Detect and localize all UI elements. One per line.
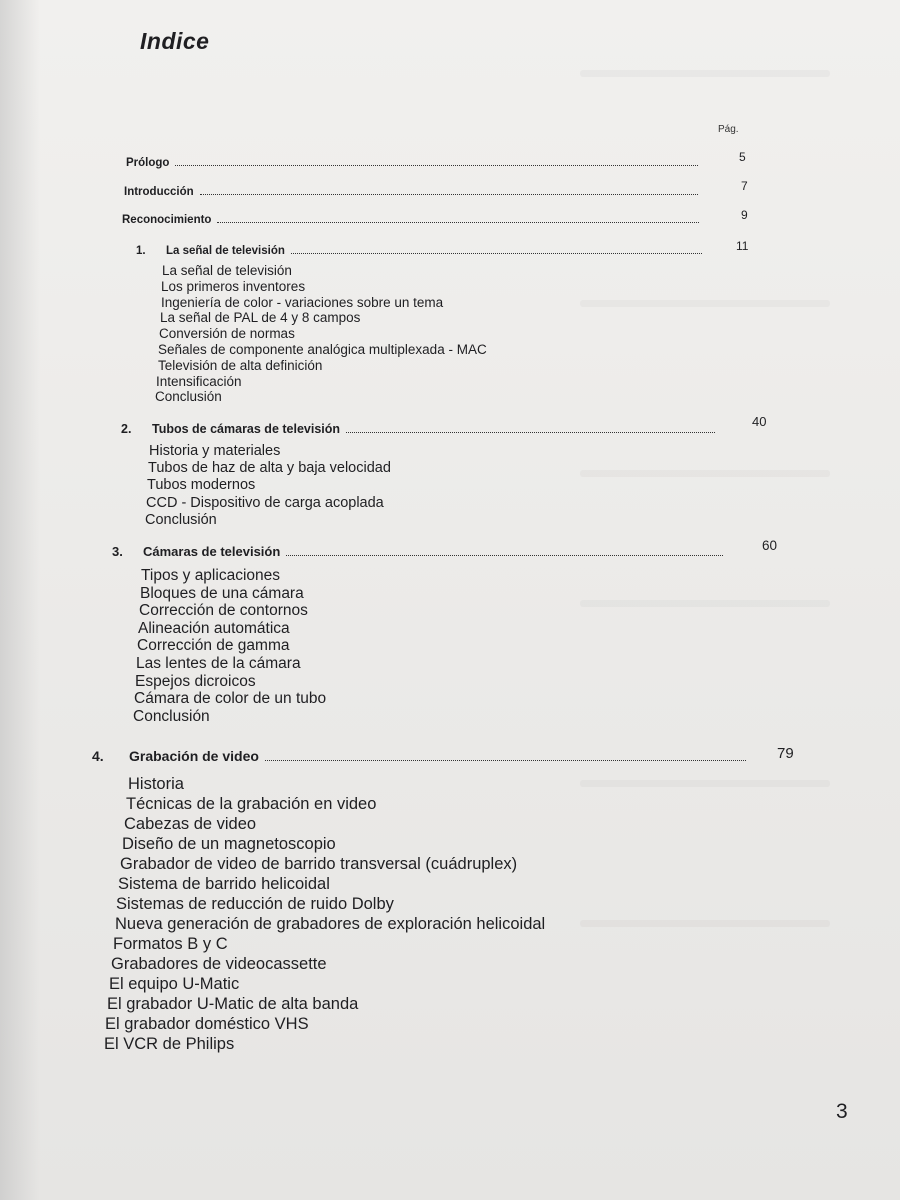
section-item: Ingeniería de color - variaciones sobre un tema — [161, 294, 444, 310]
page-column-label: Pág. — [718, 124, 739, 135]
show-through — [580, 300, 830, 307]
section-item: Técnicas de la grabación en video — [126, 795, 377, 813]
chapter-number: 4. — [92, 748, 104, 764]
section-item: Tubos de haz de alta y baja velocidad — [148, 460, 391, 477]
section-item: El grabador U-Matic de alta banda — [107, 995, 359, 1013]
toc-entry-prologo — [126, 157, 704, 169]
show-through — [580, 780, 830, 787]
show-through — [580, 600, 830, 607]
section-item: El VCR de Philips — [104, 1035, 235, 1053]
section-item: Bloques de una cámara — [140, 584, 304, 602]
toc-entry-introduccion — [124, 186, 704, 198]
section-item: Alineación automática — [138, 619, 290, 637]
dot-leader — [291, 253, 702, 254]
section-item: Cabezas de video — [124, 815, 257, 833]
toc-chapter-3 — [112, 544, 729, 559]
section-item: Sistema de barrido helicoidal — [118, 875, 330, 893]
show-through — [580, 70, 830, 77]
chapter-page: 60 — [762, 538, 778, 553]
section-item: Tubos modernos — [147, 477, 256, 494]
section-item: Formatos B y C — [113, 935, 228, 953]
section-item: Historia y materiales — [149, 443, 281, 459]
section-item: Diseño de un magnetoscopio — [122, 835, 336, 853]
toc-entry-page: 9 — [741, 208, 748, 222]
section-item: Sistemas de reducción de ruido Dolby — [116, 895, 394, 913]
section-item: Conclusión — [145, 511, 217, 528]
dot-leader — [265, 760, 746, 761]
section-item: El grabador doméstico VHS — [105, 1015, 309, 1033]
section-item: Señales de componente analógica multiplexada - MAC — [158, 341, 487, 357]
show-through — [580, 920, 830, 927]
section-item: Los primeros inventores — [161, 278, 306, 294]
section-item: Corrección de contornos — [139, 602, 308, 620]
toc-entry-label: Prólogo — [126, 157, 170, 169]
chapter-title: Tubos de cámaras de televisión — [152, 422, 341, 436]
section-item: Televisión de alta definición — [158, 357, 323, 373]
section-item: Nueva generación de grabadores de exploración helicoidal — [115, 915, 546, 933]
chapter-page: 40 — [752, 414, 767, 429]
toc-entry-page: 7 — [741, 179, 748, 193]
section-item: CCD - Dispositivo de carga acoplada — [146, 494, 384, 511]
section-item: La señal de televisión — [162, 263, 292, 278]
section-item: Conclusión — [155, 389, 222, 405]
section-item: Espejos dicroicos — [135, 672, 256, 690]
section-item: Corrección de gamma — [137, 637, 290, 655]
chapter-title: La señal de televisión — [166, 245, 285, 257]
page-curve-shadow — [0, 0, 40, 1200]
section-item: Las lentes de la cámara — [136, 654, 301, 672]
toc-entry-label: Introducción — [124, 186, 194, 198]
section-item: Grabador de video de barrido transversal (cuádruplex) — [120, 855, 518, 873]
section-item: Conclusión — [133, 707, 210, 725]
toc-entry-reconocimiento — [122, 214, 705, 226]
chapter-4-sections — [104, 774, 545, 1054]
chapter-title: Cámaras de televisión — [143, 544, 281, 559]
toc-chapter-4 — [92, 748, 752, 764]
page-title: Indice — [140, 28, 210, 54]
dot-leader — [200, 194, 698, 195]
section-item: Intensificación — [156, 373, 242, 389]
toc-entry-page: 5 — [739, 150, 746, 164]
toc-chapter-1 — [136, 245, 708, 257]
toc-chapter-2 — [121, 422, 721, 436]
section-item: Grabadores de videocassette — [111, 955, 327, 973]
chapter-page: 11 — [736, 239, 749, 253]
section-item: Cámara de color de un tubo — [134, 690, 327, 708]
section-item: La señal de PAL de 4 y 8 campos — [160, 310, 361, 326]
section-item: Conversión de normas — [159, 326, 295, 342]
chapter-page: 79 — [777, 745, 794, 762]
chapter-title: Grabación de video — [129, 748, 259, 764]
chapter-number: 1. — [136, 245, 146, 257]
section-item: El equipo U-Matic — [109, 975, 240, 993]
chapter-3-sections — [133, 567, 327, 725]
dot-leader — [217, 222, 699, 223]
toc-entry-label: Reconocimiento — [122, 214, 212, 226]
dot-leader — [346, 432, 715, 433]
show-through — [580, 470, 830, 477]
chapter-number: 2. — [121, 422, 132, 436]
chapter-number: 3. — [112, 544, 123, 559]
chapter-1-sections — [155, 263, 487, 405]
section-item: Historia — [128, 775, 184, 793]
dot-leader — [175, 165, 698, 166]
section-item: Tipos y aplicaciones — [141, 567, 280, 584]
dot-leader — [286, 555, 723, 556]
page-number: 3 — [836, 1100, 848, 1123]
chapter-2-sections — [146, 443, 391, 529]
